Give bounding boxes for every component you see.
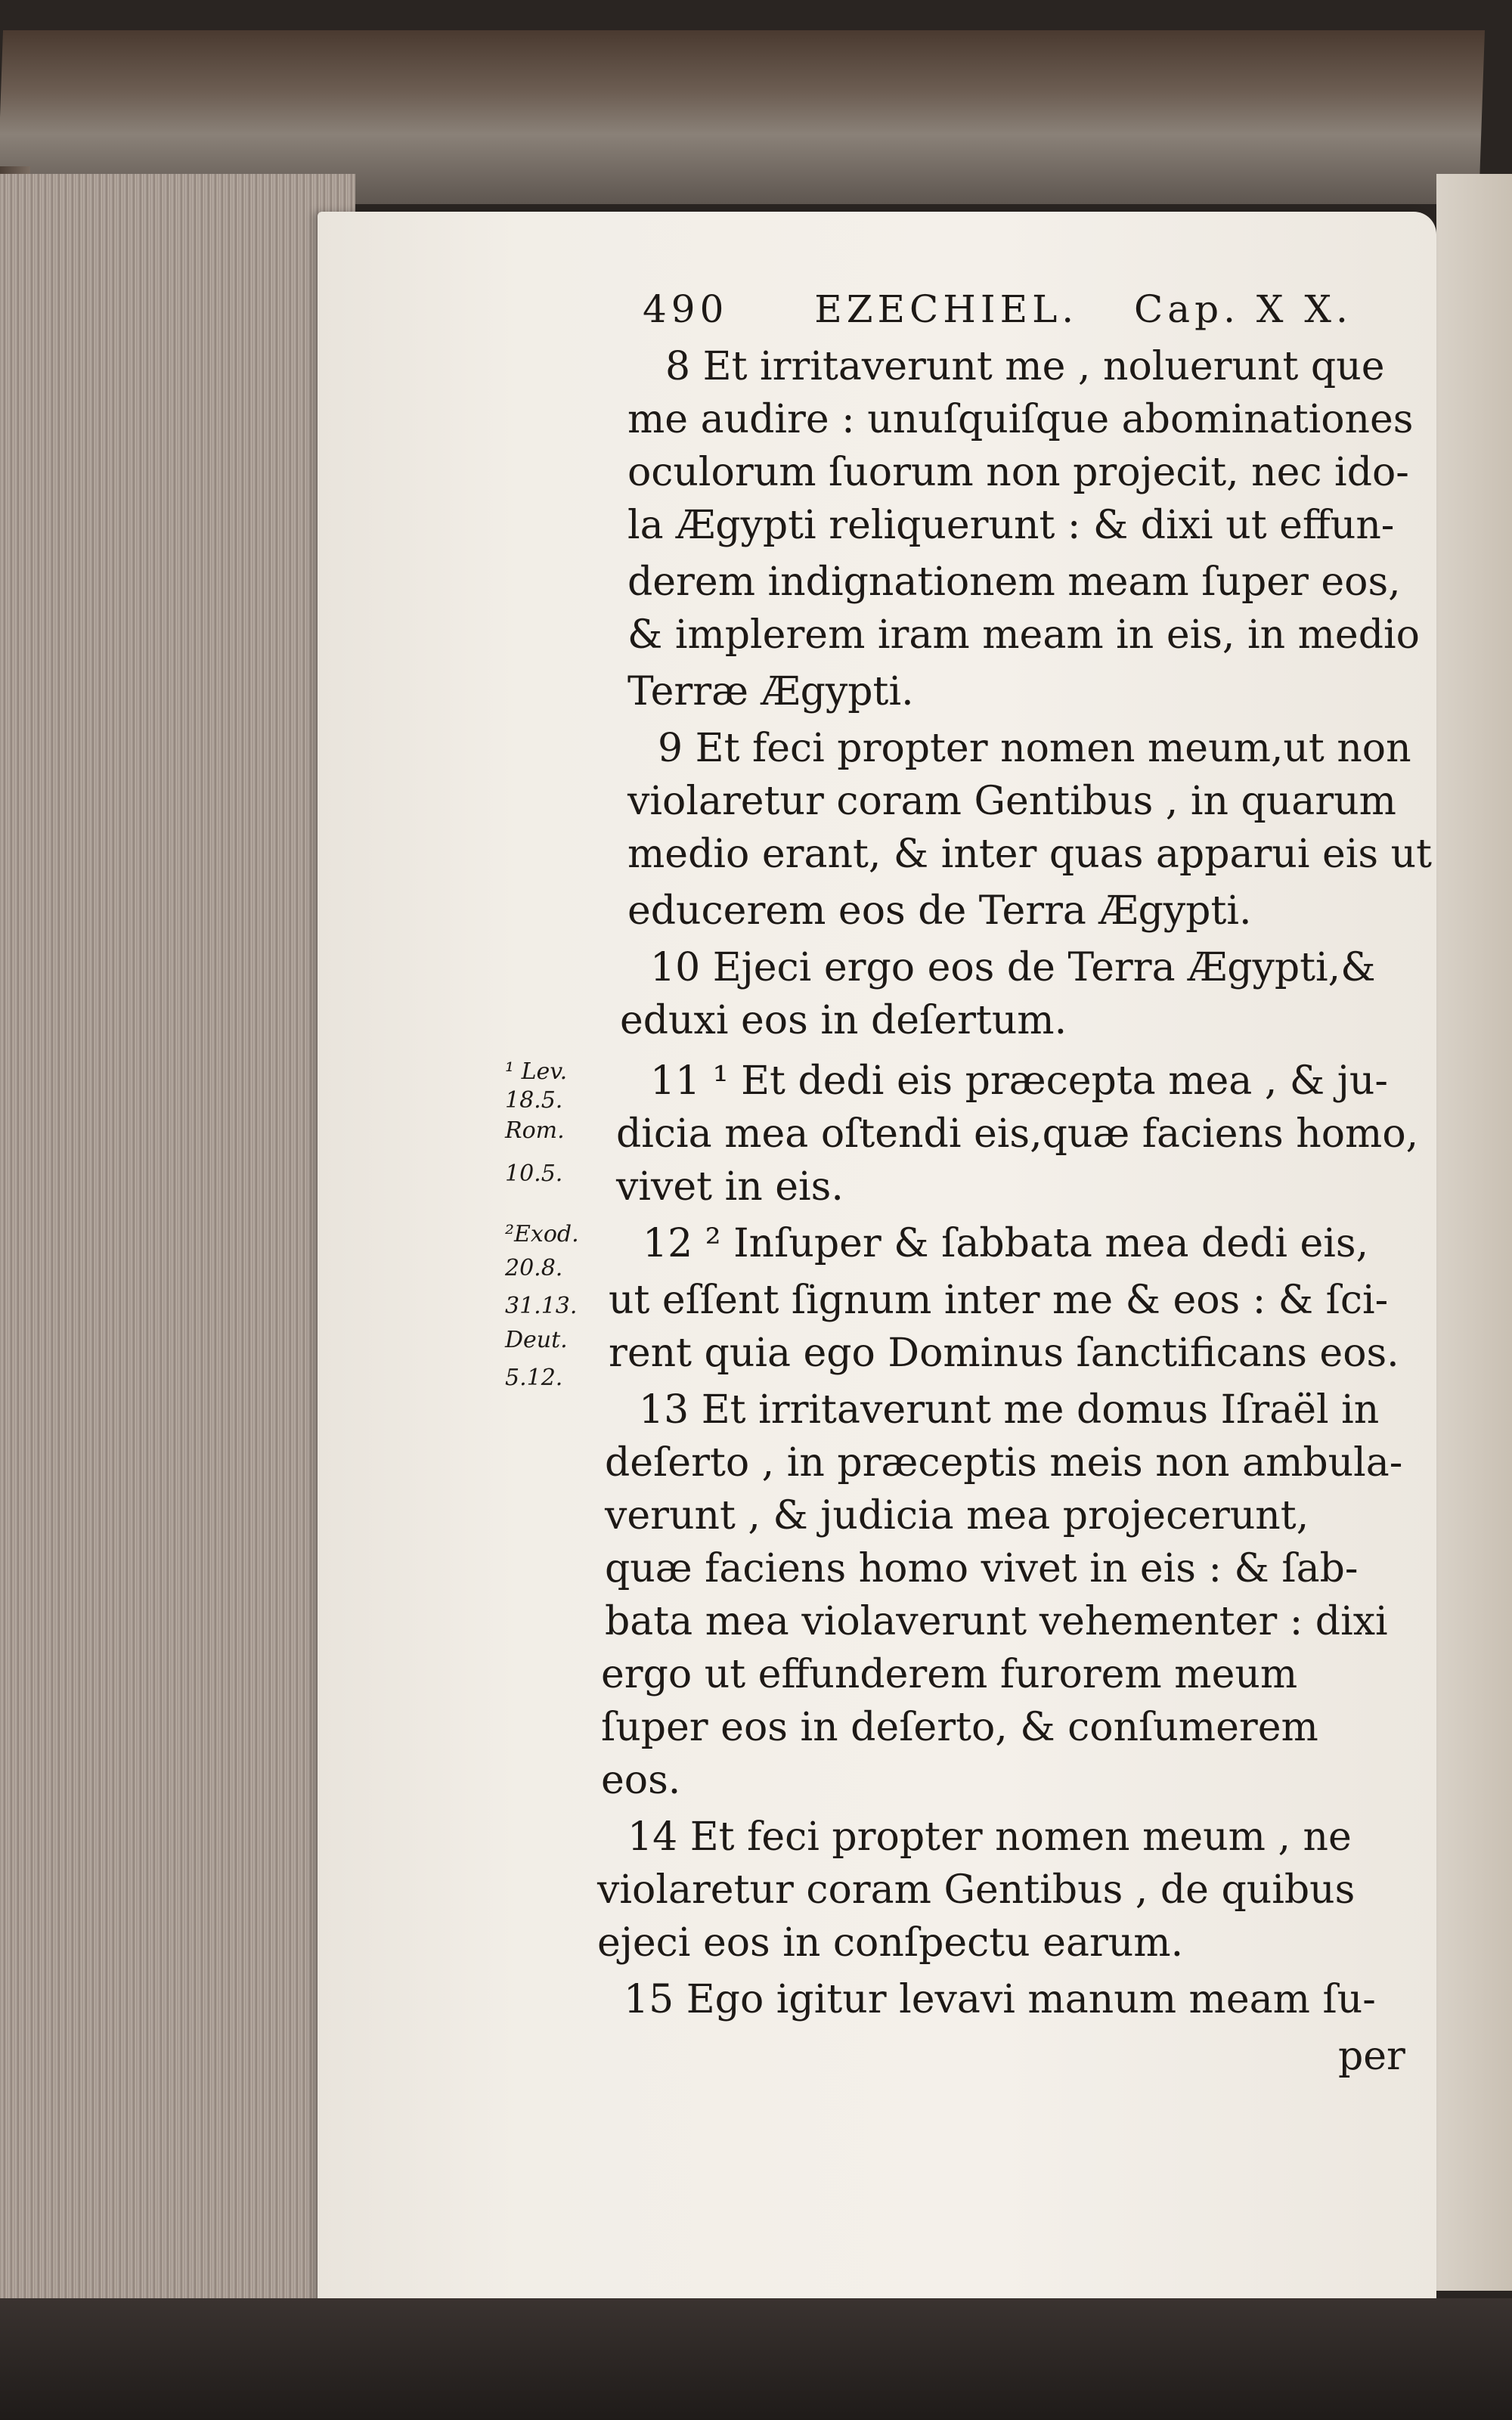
text-line: rent quia ego Dominus ſanctificans eos. (609, 1331, 1399, 1376)
text-line: verunt , & judicia mea projecerunt, (605, 1493, 1309, 1538)
text-line: oculorum ſuorum non projecit, nec ido- (627, 450, 1409, 495)
text-line: ut eſſent ſignum inter me & eos : & ſci- (609, 1278, 1389, 1323)
text-line: me audire : unuſquiſque abominationes (627, 397, 1414, 442)
text-line: dicia mea oſtendi eis,quæ faciens homo, (616, 1111, 1419, 1157)
page-number: 490 (643, 287, 729, 331)
bottom-shadow (0, 2298, 1512, 2420)
margin-note: 10.5. (505, 1160, 563, 1187)
text-line: la Ægypti reliquerunt : & dixi ut effun- (627, 503, 1395, 548)
text-line: eduxi eos in deſertum. (620, 998, 1067, 1043)
text-line: educerem eos de Terra Ægypti. (627, 888, 1252, 934)
text-line: Terræ Ægypti. (627, 669, 914, 714)
running-header (643, 287, 1352, 331)
margin-note: 31.13. (505, 1293, 578, 1319)
text-line: 15 Ego igitur levavi manum meam ſu- (624, 1977, 1376, 2022)
catchword: per (1338, 2034, 1405, 2079)
text-line: bata mea violaverunt vehementer : dixi (605, 1599, 1388, 1644)
margin-note: Deut. (505, 1327, 568, 1353)
text-line: 11 ¹ Et dedi eis præcepta mea , & ju- (650, 1058, 1388, 1104)
text-line: derem indignationem meam ſuper eos, (627, 559, 1401, 605)
text-line: ſuper eos in deſerto, & conſumerem (601, 1705, 1318, 1750)
text-line: 9 Et feci propter nomen meum,ut non (658, 726, 1411, 771)
margin-note: 18.5. (505, 1087, 563, 1114)
facing-page-edge (1436, 174, 1512, 2291)
chapter-label: Cap. X X. (1134, 287, 1352, 331)
page-stack-edge (0, 174, 355, 2306)
text-line: quæ faciens homo vivet in eis : & ſab- (605, 1546, 1359, 1591)
text-line: ergo ut effunderem furorem meum (601, 1652, 1298, 1697)
text-line: deſerto , in præceptis meis non ambula- (605, 1440, 1403, 1486)
margin-note: ²Exod. (505, 1221, 579, 1247)
text-line: violaretur coram Gentibus , in quarum (627, 779, 1396, 824)
text-line: 12 ² Inſuper & ſabbata mea dedi eis, (643, 1221, 1369, 1266)
margin-note: 20.8. (505, 1255, 563, 1281)
text-line: 13 Et irritaverunt me domus Iſraël in (639, 1387, 1380, 1433)
book-title: EZECHIEL. (814, 287, 1079, 331)
text-line: medio erant, & inter quas apparui eis ut (627, 832, 1432, 877)
margin-note: 5.12. (505, 1365, 563, 1391)
text-line: eos. (601, 1758, 681, 1803)
margin-note: Rom. (505, 1117, 565, 1144)
margin-note: ¹ Lev. (505, 1058, 568, 1085)
text-line: vivet in eis. (616, 1164, 844, 1210)
text-line: & implerem iram meam in eis, in medio (627, 612, 1420, 658)
text-line: 10 Ejeci ergo eos de Terra Ægypti,& (650, 945, 1376, 990)
text-line: ejeci eos in conſpectu earum. (597, 1920, 1184, 1966)
text-line: 8 Et irritaverunt me , noluerunt que (665, 344, 1385, 389)
text-line: 14 Et feci propter nomen meum , ne (627, 1814, 1352, 1860)
text-line: violaretur coram Gentibus , de quibus (597, 1867, 1356, 1913)
